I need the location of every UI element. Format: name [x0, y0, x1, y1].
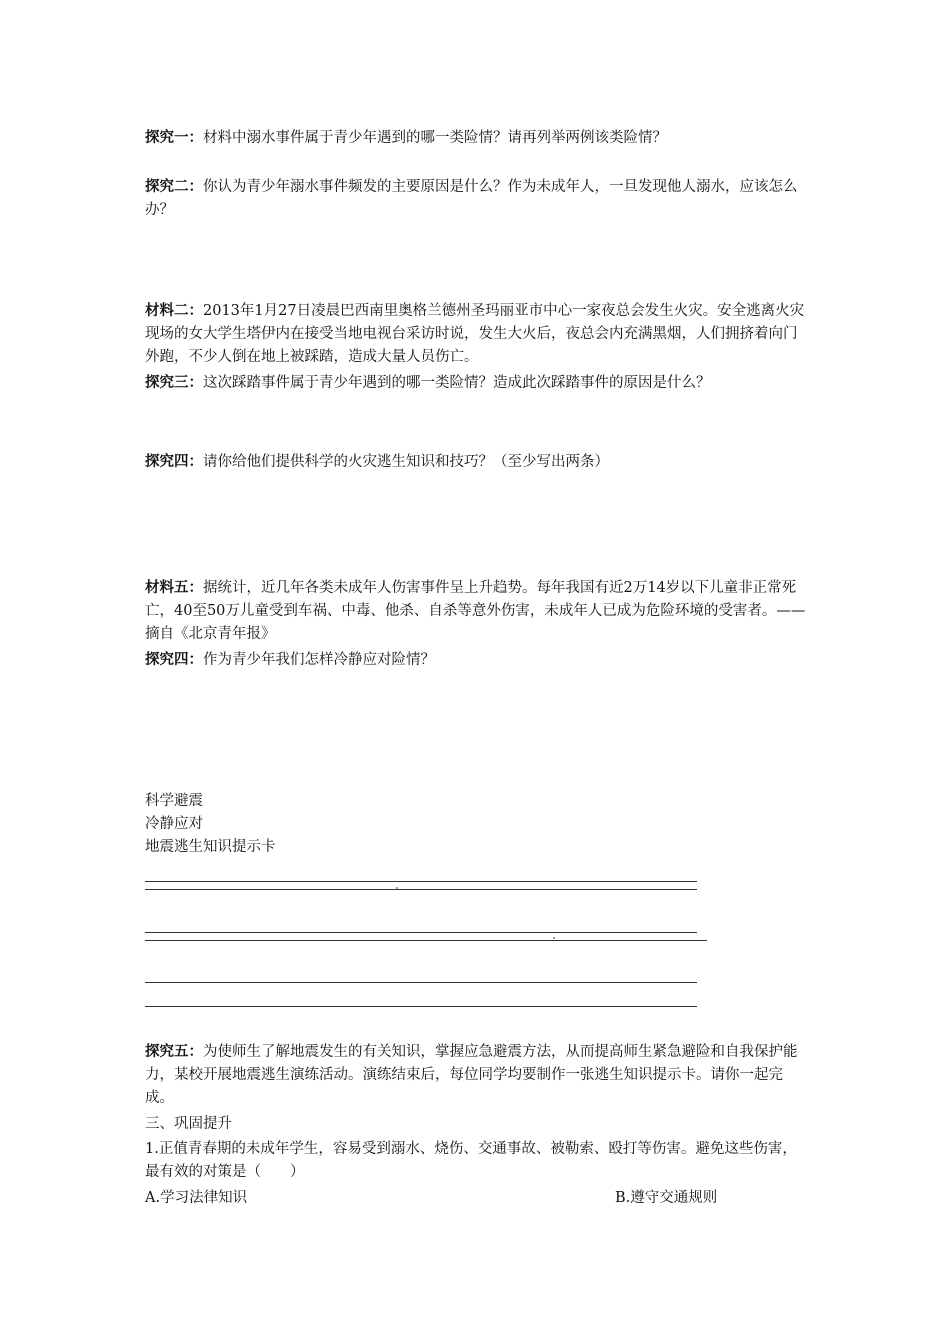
inquiry-four-fire-label: 探究四：	[145, 453, 203, 470]
inquiry-five	[145, 1040, 810, 1110]
answer-line-3	[145, 932, 697, 933]
inquiry-four-calm	[145, 648, 810, 672]
material-two	[145, 299, 810, 369]
inquiry-three-label: 探究三：	[145, 374, 203, 391]
card-line-2: 冷静应对	[145, 816, 203, 832]
inquiry-four-calm-text: 作为青少年我们怎样冷静应对险情？	[203, 652, 435, 668]
card-line-3: 地震逃生知识提示卡	[145, 839, 276, 855]
inquiry-one	[145, 126, 810, 150]
material-five-label: 材料五：	[145, 579, 203, 596]
material-five	[145, 576, 810, 646]
material-two-label: 材料二：	[145, 302, 203, 319]
card-line-1: 科学避震	[145, 793, 203, 809]
inquiry-two	[145, 175, 810, 222]
speck-mark	[396, 887, 398, 889]
inquiry-one-text: 材料中溺水事件属于青少年遇到的哪一类险情？请再列举两例该类险情？	[203, 130, 667, 146]
inquiry-four-calm-label: 探究四：	[145, 651, 203, 668]
option-a: A.学习法律知识	[145, 1190, 248, 1206]
inquiry-five-label: 探究五：	[145, 1043, 203, 1060]
section-three-title: 三、巩固提升	[145, 1116, 232, 1132]
answer-line-5	[145, 982, 697, 983]
inquiry-two-text: 你认为青少年溺水事件频发的主要原因是什么？作为未成年人，一旦发现他人溺水，应该怎么办？	[145, 179, 798, 218]
material-two-text: 2013年1月27日凌晨巴西南里奥格兰德州圣玛丽亚市中心一家夜总会发生火灾。安全逃离火灾现场的女大学生塔伊内在接受当地电视台采访时说，发生大火后，夜总会内充满黑烟，人们拥挤着向门外跑，不少人倒在地上被踩踏，造成大量人员伤亡。	[145, 303, 805, 365]
answer-line-6	[145, 1006, 697, 1007]
option-b: B.遵守交通规则	[615, 1190, 718, 1206]
inquiry-two-label: 探究二：	[145, 178, 203, 195]
inquiry-three-text: 这次踩踏事件属于青少年遇到的哪一类险情？造成此次踩踏事件的原因是什么？	[203, 375, 711, 391]
answer-line-2	[145, 889, 697, 890]
material-five-text: 据统计，近几年各类未成年人伤害事件呈上升趋势。每年我国有近2万14岁以下儿童非正常死亡，40至50万儿童受到车祸、中毒、他杀、自杀等意外伤害，未成年人已成为危险环境的受害者。——摘自《北京青年报》	[145, 580, 806, 642]
inquiry-one-label: 探究一：	[145, 129, 203, 146]
earthquake-card-title	[145, 790, 810, 859]
speck-mark	[553, 937, 555, 939]
exercise-one-stem: 1.正值青春期的未成年学生，容易受到溺水、烧伤、交通事故、被勒索、殴打等伤害。避免这些伤害，最有效的对策是（ ）	[145, 1141, 797, 1180]
inquiry-five-text: 为使师生了解地震发生的有关知识，掌握应急避震方法，从而提高师生紧急避险和自我保护能力，某校开展地震逃生演练活动。演练结束后，每位同学均要制作一张逃生知识提示卡。请你一起完成。	[145, 1044, 798, 1106]
answer-line-4	[145, 940, 707, 941]
inquiry-three	[145, 371, 810, 395]
inquiry-four-fire-text: 请你给他们提供科学的火灾逃生知识和技巧？（至少写出两条）	[203, 454, 609, 470]
exercise-one-options	[145, 1187, 810, 1210]
answer-line-1	[145, 881, 697, 882]
inquiry-four-fire	[145, 450, 810, 474]
